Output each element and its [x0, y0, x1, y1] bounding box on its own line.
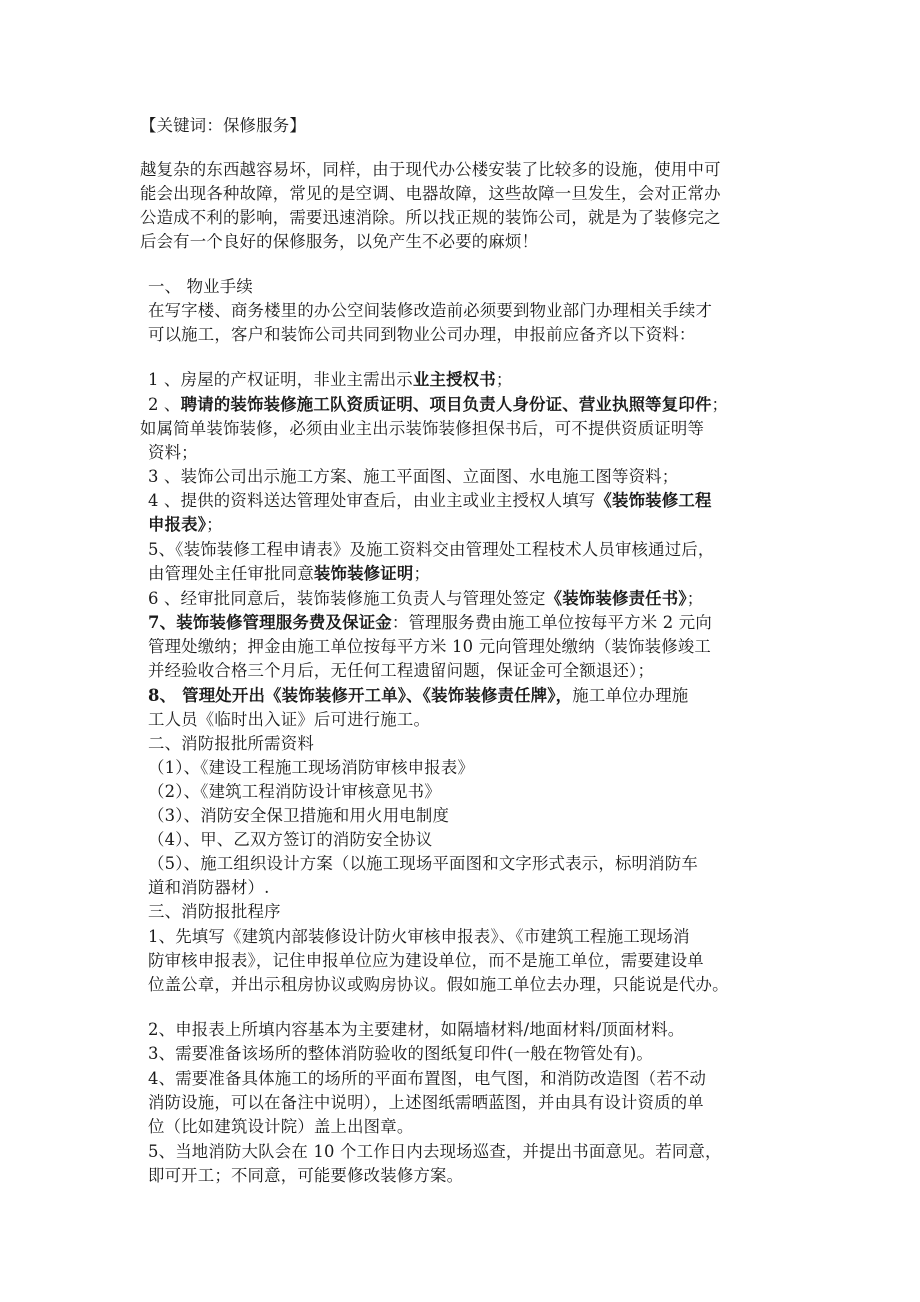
- item-6-text: 6 、经审批同意后，装饰装修施工负责人与管理处签定: [148, 589, 546, 608]
- item-6: [148, 588, 703, 610]
- item-1-text: 1 、房屋的产权证明，非业主需出示: [148, 370, 413, 389]
- item-1: [148, 369, 512, 391]
- procedure-step-4-cont-2: 位（比如建筑设计院）盖上出图章。: [148, 1117, 414, 1136]
- item-4-text: 4 、提供的资料送达管理处审查后，由业主或业主授权人填写: [148, 491, 596, 510]
- intro-line-4: 后会有一个良好的保修服务，以免产生不必要的麻烦！: [140, 232, 539, 251]
- item-7: [148, 612, 712, 634]
- intro-line-1: 越复杂的东西越容易坏，同样，由于现代办公楼安装了比较多的设施，使用中可: [140, 160, 721, 179]
- item-4-bold-cont: 申报表》: [148, 515, 207, 534]
- procedure-step-4: 4、需要准备具体施工的场所的平面布置图，电气图，和消防改造图（若不动: [148, 1069, 707, 1088]
- procedure-step-1-cont-2: 位盖公章，并出示租房协议或购房协议。假如施工单位去办理，只能说是代办。: [148, 975, 729, 994]
- procedure-step-2: 2、申报表上所填内容基本为主要建材，如隔墙材料/地面材料/顶面材料。: [148, 1020, 685, 1039]
- item-2-cont-2: 资料；: [148, 443, 198, 462]
- item-8: [148, 685, 688, 707]
- item-2-end: ；: [711, 395, 729, 414]
- fire-material-5: （5）、施工组织设计方案（以施工现场平面图和文字形式表示，标明消防车: [148, 854, 698, 873]
- procedure-step-1: 1、先填写《建筑内部装修设计防火审核申报表》、《市建筑工程施工现场消: [148, 927, 690, 946]
- item-8-text: 施工单位办理施: [572, 686, 689, 705]
- item-3: 3 、装饰公司出示施工方案、施工平面图、立面图、水电施工图等资料；: [148, 467, 679, 486]
- item-8-cont: 工人员《临时出入证》后可进行施工。: [148, 710, 431, 729]
- item-5-end: ；: [413, 564, 431, 583]
- fire-material-3: （3）、消防安全保卫措施和用火用电制度: [148, 806, 450, 825]
- item-1-end: ；: [495, 370, 513, 389]
- item-6-end: ；: [686, 589, 704, 608]
- item-7-bold: 7、装饰装修管理服务费及保证金: [148, 613, 392, 632]
- item-2-num: 2 、: [148, 395, 181, 414]
- intro-line-3: 公造成不利的影响，需要迅速消除。所以找正规的装饰公司，就是为了装修完之: [140, 208, 721, 227]
- item-4-cont: [148, 514, 223, 536]
- procedure-step-5-cont: 即可开工；不同意，可能要修改装修方案。: [148, 1166, 464, 1185]
- item-4: [148, 490, 712, 512]
- intro-line-2: 能会出现各种故障，常见的是空调、电器故障，这些故障一旦发生，会对正常办: [140, 184, 721, 203]
- fire-material-4: （4）、甲、乙双方签订的消防安全协议: [148, 830, 433, 849]
- item-2-bold: 聘请的装饰装修施工队资质证明、项目负责人身份证、营业执照等复印件: [180, 395, 712, 414]
- section1-desc-line-1: 在写字楼、商务楼里的办公空间装修改造前必须要到物业部门办理相关手续才: [148, 301, 713, 320]
- item-2-cont-1: 如属简单装饰装修，必须由业主出示装饰装修担保书后，可不提供资质证明等: [140, 419, 705, 438]
- item-2: [148, 394, 728, 416]
- procedure-step-3: 3、需要准备该场所的整体消防验收的图纸复印件(一般在物管处有)。: [148, 1044, 653, 1063]
- item-5: 5、《装饰装修工程申请表》及施工资料交由管理处工程枝术人员审核通过后，: [148, 540, 715, 559]
- item-5-text: 由管理处主任审批同意: [148, 564, 314, 583]
- item-7-cont-1: 管理处缴纳；押金由施工单位按每平方米 10 元向管理处缴纳（装饰装修竣工: [148, 637, 711, 656]
- section1-desc-line-2: 可以施工，客户和装饰公司共同到物业公司办理，申报前应备齐以下资料：: [148, 325, 696, 344]
- item-6-bold: 《装饰装修责任书》: [545, 589, 687, 608]
- procedure-step-4-cont-1: 消防设施，可以在备注中说明），上述图纸需晒蓝图，并由具有设计资质的单: [148, 1093, 704, 1112]
- item-4-bold: 《装饰装修工程: [595, 491, 712, 510]
- fire-material-5-cont: 道和消防器材）.: [148, 878, 270, 897]
- section-heading-fire-procedure: 三、消防报批程序: [148, 902, 281, 921]
- item-5-bold: 装饰装修证明: [313, 564, 414, 583]
- item-7-text: ：管理服务费由施工单位按每平方米 2 元向: [391, 613, 712, 632]
- item-5-cont: [148, 563, 430, 585]
- keyword-line: 【关键词：保修服务】: [140, 116, 306, 135]
- fire-material-1: （1）、《建设工程施工现场消防审核申报表》: [148, 758, 475, 777]
- item-4-end: ；: [206, 515, 223, 534]
- item-1-bold: 业主授权书: [412, 370, 496, 389]
- procedure-step-1-cont-1: 防审核申报表》，记住申报单位应为建设单位，而不是施工单位，需要建设单: [148, 951, 704, 970]
- item-7-cont-2: 并经验收合格三个月后，无任何工程遗留问题，保证金可全额退还）；: [148, 661, 655, 680]
- fire-material-2: （2）、《建筑工程消防设计审核意见书》: [148, 782, 441, 801]
- procedure-step-5: 5、当地消防大队会在 10 个工作日内去现场巡查，并提出书面意见。若同意，: [148, 1142, 722, 1161]
- section-heading-fire-materials: 二、消防报批所需资料: [148, 734, 314, 753]
- item-8-bold: 8、 管理处开出《装饰装修开工单》、《装饰装修责任牌》，: [148, 686, 573, 705]
- section-heading-property: 一、 物业手续: [148, 277, 253, 296]
